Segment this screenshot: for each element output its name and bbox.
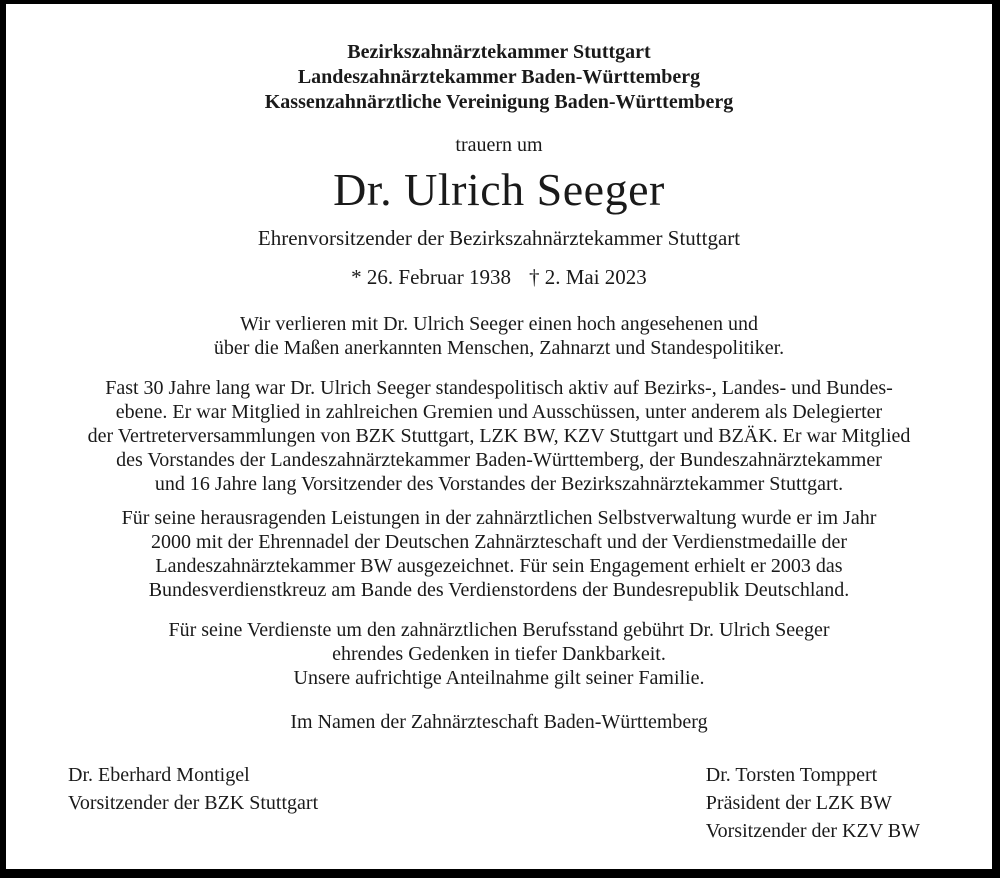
organization-line: Bezirkszahnärztekammer Stuttgart bbox=[347, 41, 651, 63]
deceased-honorary-title: Ehrenvorsitzender der Bezirkszahnärztekammer Stuttgart bbox=[257, 226, 741, 250]
signatory-right bbox=[706, 761, 920, 845]
paragraph-career bbox=[6, 376, 992, 496]
paragraph-line: Unsere aufrichtige Anteilnahme gilt seiner Familie. bbox=[293, 667, 705, 689]
signatory-role: Präsident der LZK BW bbox=[705, 792, 892, 814]
paragraph-line: der Vertreterversammlungen von BZK Stuttgart, LZK BW, KZV Stuttgart und BZÄK. Er war Mitglied bbox=[87, 425, 911, 447]
organization-line: Kassenzahnärztliche Vereinigung Baden-Württemberg bbox=[264, 91, 734, 113]
paragraph-line: Landeszahnärztekammer BW ausgezeichnet. Für sein Engagement erhielt er 2003 das bbox=[155, 555, 843, 577]
paragraph-line: ehrendes Gedenken in tiefer Dankbarkeit. bbox=[332, 643, 666, 665]
signature-row bbox=[6, 761, 992, 845]
paragraph-line: Für seine Verdienste um den zahnärztlichen Berufsstand gebührt Dr. Ulrich Seeger bbox=[168, 619, 830, 641]
deceased-name: Dr. Ulrich Seeger bbox=[333, 164, 665, 215]
paragraph-line: Für seine herausragenden Leistungen in der zahnärztlichen Selbstverwaltung wurde er im Jahr bbox=[121, 507, 877, 529]
obituary-notice bbox=[6, 4, 992, 845]
paragraph-tribute bbox=[6, 312, 992, 360]
paragraph-line: 2000 mit der Ehrennadel der Deutschen Zahnärzteschaft und der Verdienstmedaille der bbox=[150, 531, 848, 553]
signatory-name: Dr. Torsten Tomppert bbox=[705, 764, 878, 786]
organization-header bbox=[6, 40, 992, 115]
signatory-name: Dr. Eberhard Montigel bbox=[68, 764, 250, 786]
paragraph-condolence bbox=[6, 618, 992, 690]
death-date: † 2. Mai 2023 bbox=[528, 265, 647, 289]
paragraph-line: des Vorstandes der Landeszahnärztekammer Baden-Württemberg, der Bundeszahnärztekammer bbox=[116, 449, 882, 471]
mourning-phrase: trauern um bbox=[455, 134, 543, 156]
paragraph-honors bbox=[6, 506, 992, 602]
life-dates bbox=[6, 265, 992, 290]
paragraph-line: ebene. Er war Mitglied in zahlreichen Gremien und Ausschüssen, unter anderem als Delegierter bbox=[115, 401, 883, 423]
closing-line: Im Namen der Zahnärzteschaft Baden-Württemberg bbox=[290, 711, 708, 733]
paragraph-line: Fast 30 Jahre lang war Dr. Ulrich Seeger standespolitisch aktiv auf Bezirks-, Landes- und Bundes- bbox=[105, 377, 893, 399]
signatory-role: Vorsitzender der BZK Stuttgart bbox=[68, 792, 319, 814]
paragraph-line: Bundesverdienstkreuz am Bande des Verdienstordens der Bundesrepublik Deutschland. bbox=[148, 579, 850, 601]
obituary-clipping bbox=[6, 4, 992, 869]
signatory-left bbox=[68, 761, 318, 845]
signatory-role: Vorsitzender der KZV BW bbox=[705, 820, 920, 842]
paragraph-line: und 16 Jahre lang Vorsitzender des Vorstandes der Bezirkszahnärztekammer Stuttgart. bbox=[154, 473, 844, 495]
birth-date: * 26. Februar 1938 bbox=[351, 265, 511, 289]
paragraph-line: über die Maßen anerkannten Menschen, Zahnarzt und Standespolitiker. bbox=[213, 337, 785, 359]
paragraph-line: Wir verlieren mit Dr. Ulrich Seeger einen hoch angesehenen und bbox=[240, 313, 758, 335]
organization-line: Landeszahnärztekammer Baden-Württemberg bbox=[297, 66, 701, 88]
